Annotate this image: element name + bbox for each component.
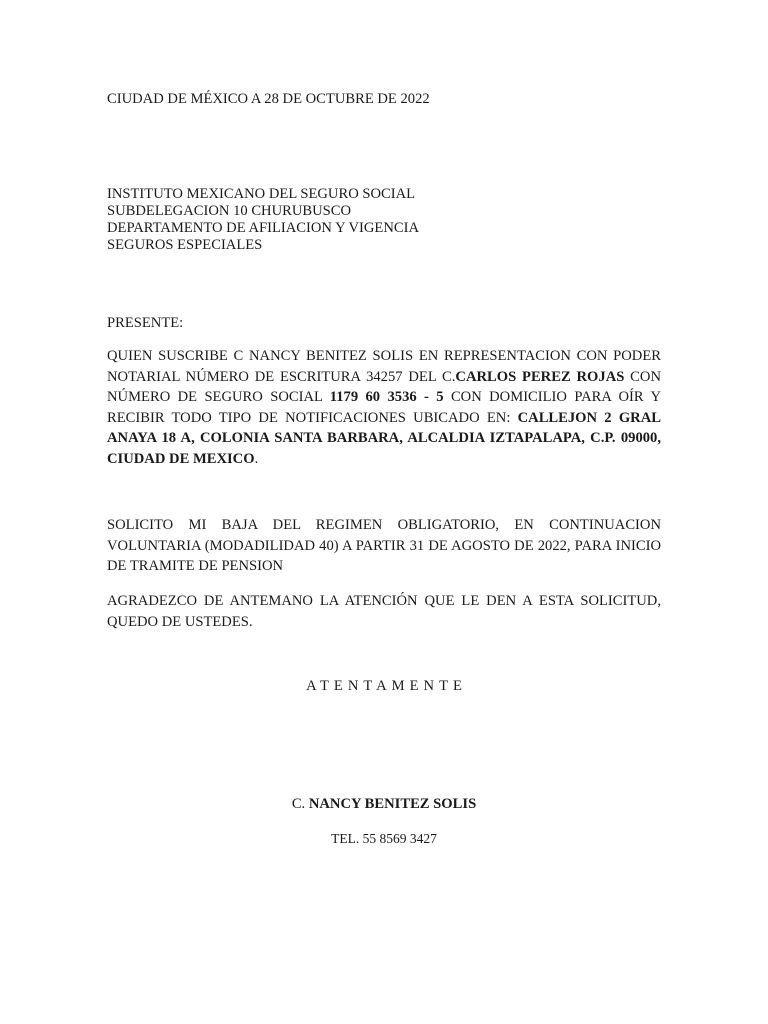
recipient-line: INSTITUTO MEXICANO DEL SEGURO SOCIAL — [107, 186, 416, 202]
recipient-line: SEGUROS ESPECIALES — [107, 237, 263, 253]
signature-prefix: C. — [291, 796, 309, 812]
recipient-line: SUBDELEGACION 10 CHURUBUSCO — [107, 203, 352, 219]
salutation: PRESENTE: — [107, 315, 184, 331]
paragraph-text: CON DOMICILIO PARA OÍR Y RECIBIR TODO TIPO DE NOTIFICACIONES UBICADO EN: — [107, 389, 661, 426]
paragraph-text: . — [254, 450, 259, 467]
signature-line — [0, 796, 768, 813]
paragraph-text: QUIEN SUSCRIBE C NANCY BENITEZ SOLIS EN REPRESENTACION CON PODER NOTARIAL NÚMERO DE ESCRITURA 34257 DEL C. — [107, 348, 661, 385]
insured-name: CARLOS PEREZ ROJAS — [455, 368, 625, 385]
body-paragraph-representation — [107, 346, 661, 469]
closing: ATENTAMENTE — [306, 678, 467, 694]
social-security-number: 1179 60 3536 - 5 — [329, 389, 444, 405]
paragraph-text: CON NÚMERO DE SEGURO SOCIAL — [107, 368, 661, 405]
date-line: CIUDAD DE MÉXICO A 28 DE OCTUBRE DE 2022 — [107, 91, 430, 107]
body-paragraph-thanks: AGRADEZCO DE ANTEMANO LA ATENCIÓN QUE LE DEN A ESTA SOLICITUD, QUEDO DE USTEDES. — [107, 593, 661, 630]
signature-name: NANCY BENITEZ SOLIS — [308, 796, 477, 812]
body-paragraph-request: SOLICITO MI BAJA DEL REGIMEN OBLIGATORIO, EN CONTINUACION VOLUNTARIA (MODADILIDAD 40) A PARTIR 31 DE AGOSTO DE 2022, PARA INICIO DE TRAMITE DE PENSION — [107, 517, 661, 574]
recipient-line: DEPARTAMENTO DE AFILIACION Y VIGENCIA — [107, 220, 419, 236]
notification-address: CALLEJON 2 GRAL ANAYA 18 A, COLONIA SANTA BARBARA, ALCALDIA IZTAPALAPA, C.P. 09000, CIUDAD DE MEXICO — [107, 409, 661, 467]
phone-number: TEL. 55 8569 3427 — [331, 831, 437, 846]
recipient-block — [107, 186, 661, 254]
